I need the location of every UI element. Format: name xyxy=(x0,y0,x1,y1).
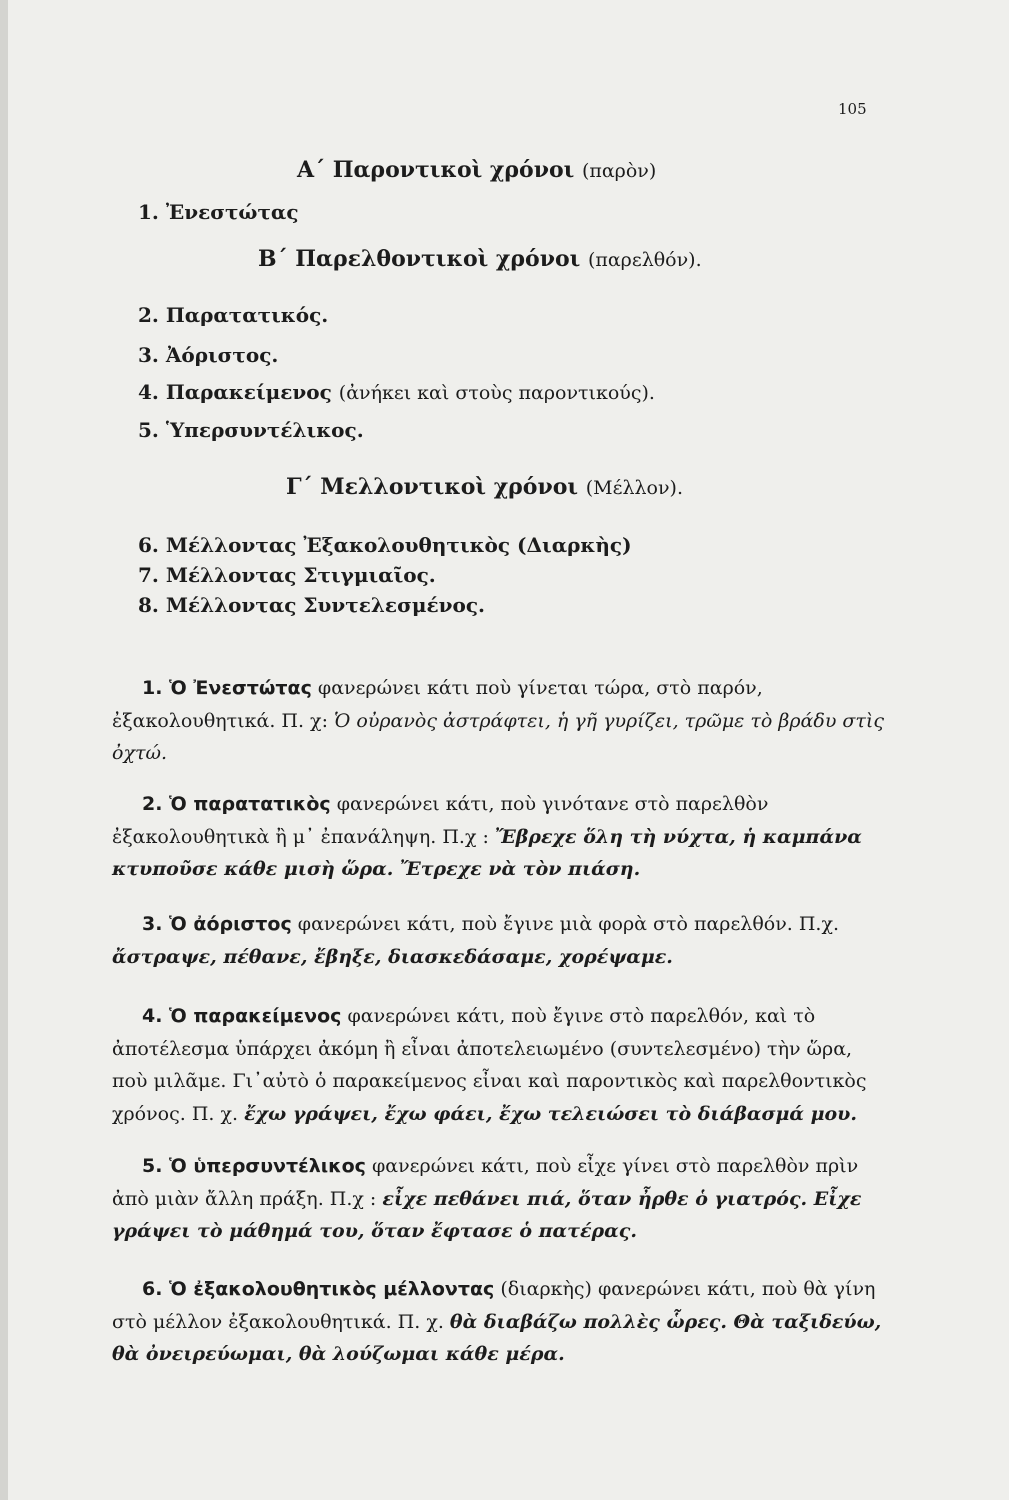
paragraph-term: 2. Ὁ παρατατικὸς xyxy=(142,793,331,815)
heading-present-title: Α΄ Παροντικοὶ χρόνοι xyxy=(297,157,575,183)
paragraph-example: Ἔβρεχε ὅλη τὴ νύχτα, ἡ καμπάνα κτυποῦσε κάθε μισὴ ὥρα. Ἔτρεχε νὰ τὸν πιάση. xyxy=(112,825,862,880)
paragraph-pluperfect xyxy=(112,1150,888,1248)
page-number: 105 xyxy=(838,100,867,118)
paragraph-example: Ὁ οὐρανὸς ἀστράφτει, ἡ γῆ γυρίζει, τρῶμε τὸ βράδυ στὶς ὀχτώ. xyxy=(112,709,884,764)
heading-present-note: (παρὸν) xyxy=(581,160,657,182)
tense-item-aorist xyxy=(138,343,278,367)
heading-past-title: Β΄ Παρελθοντικοὶ χρόνοι xyxy=(258,246,581,272)
heading-past-tenses xyxy=(258,246,702,272)
paragraph-aorist xyxy=(112,908,888,973)
tense-item-label: 8. Μέλλοντας Συντελεσμένος. xyxy=(138,593,485,617)
paragraph-example: θὰ διαβάζω πολλὲς ὧρες. Θὰ ταξιδεύω, θὰ ὀνειρεύωμαι, θὰ λούζωμαι κάθε μέρα. xyxy=(112,1310,882,1365)
tense-item-perfect xyxy=(138,380,655,404)
tense-item-pluperfect xyxy=(138,418,364,442)
paragraph-text: φανερώνει κάτι, ποὺ εἶχε γίνει στὸ παρελθὸν πρὶν ἀπὸ μιὰν ἄλλη πράξη. Π.χ : xyxy=(112,1155,859,1210)
paragraph-example: εἶχε πεθάνει πιά, ὅταν ἦρθε ὁ γιατρός. Εἶχε γράψει τὸ μάθημά του, ὅταν ἔφτασε ὁ πατέρας. xyxy=(112,1187,862,1242)
tense-item-label: 7. Μέλλοντας Στιγμιαῖος. xyxy=(138,563,436,587)
paragraph-text: φανερώνει κάτι, ποὺ ἔγινε στὸ παρελθόν, καὶ τὸ ἀποτέλεσμα ὑπάρχει ἀκόμη ἢ εἶναι ἀποτελειωμένο (συντελεσμένο) τὴν ὥρα, ποὺ μιλᾶμε. Γι᾽αὐτὸ ὁ παρακείμενος εἶναι καὶ παροντικὸς καὶ παρελθοντικὸς χρόνος. Π. χ. xyxy=(112,1005,867,1125)
heading-future-tenses xyxy=(286,474,683,500)
paragraph-text: φανερώνει κάτι ποὺ γίνεται τώρα, στὸ παρόν, ἐξακολουθητικά. Π. χ: xyxy=(112,677,763,732)
tense-item-future-continuous xyxy=(138,533,632,557)
tense-item-label: 4. Παρακείμενος xyxy=(138,380,332,404)
page-edge xyxy=(0,0,8,1500)
paragraph-example: ἔχω γράψει, ἔχω φάει, ἔχω τελειώσει τὸ διάβασμά μου. xyxy=(244,1102,857,1125)
tense-item-label: 5. Ὑπερσυντέλικος. xyxy=(138,418,364,442)
paragraph-text: φανερώνει κάτι, ποὺ ἔγινε μιὰ φορὰ στὸ παρελθόν. Π.χ. xyxy=(297,913,840,935)
tense-item-future-perfect xyxy=(138,593,485,617)
paragraph-term: 1. Ὁ Ἐνεστώτας xyxy=(142,677,312,699)
paragraph-text: φανερώνει κάτι, ποὺ γινότανε στὸ παρελθὸν ἐξακολουθητικὰ ἢ μ᾽ ἐπανάληψη. Π.χ : xyxy=(112,793,769,848)
heading-future-note: (Μέλλον). xyxy=(585,477,683,499)
tense-item-label: 6. Μέλλοντας Ἐξακολουθητικὸς (Διαρκὴς) xyxy=(138,533,632,557)
tense-item-label: 3. Ἀόριστος. xyxy=(138,343,279,367)
paragraph-term: 5. Ὁ ὑπερσυντέλικος xyxy=(142,1155,366,1177)
heading-past-note: (παρελθόν). xyxy=(587,249,702,271)
paragraph-term: 4. Ὁ παρακείμενος xyxy=(142,1005,342,1027)
paragraph-imperfect xyxy=(112,788,888,886)
tense-item-present xyxy=(138,200,299,224)
paragraph-present xyxy=(112,672,888,770)
paragraph-text: (διαρκὴς) φανερώνει κάτι, ποὺ θὰ γίνη στὸ μέλλον ἐξακολουθητικά. Π. χ. xyxy=(112,1278,876,1333)
paragraph-perfect xyxy=(112,1000,888,1130)
heading-future-title: Γ΄ Μελλοντικοὶ χρόνοι xyxy=(286,474,579,500)
paragraph-future-continuous xyxy=(112,1273,888,1371)
tense-item-label: 1. Ἐνεστώτας xyxy=(138,200,299,224)
tense-item-label: 2. Παρατατικός. xyxy=(138,303,329,327)
paragraph-example: ἄστραψε, πέθανε, ἔβηξε, διασκεδάσαμε, χορέψαμε. xyxy=(112,945,673,968)
tense-item-note: (ἀνήκει καὶ στοὺς παροντικούς). xyxy=(338,382,655,404)
heading-present-tenses xyxy=(297,157,656,183)
tense-item-imperfect xyxy=(138,303,328,327)
paragraph-term: 6. Ὁ ἐξακολουθητικὸς μέλλοντας xyxy=(142,1278,495,1300)
paragraph-term: 3. Ὁ ἀόριστος xyxy=(142,913,292,935)
tense-item-future-simple xyxy=(138,563,436,587)
